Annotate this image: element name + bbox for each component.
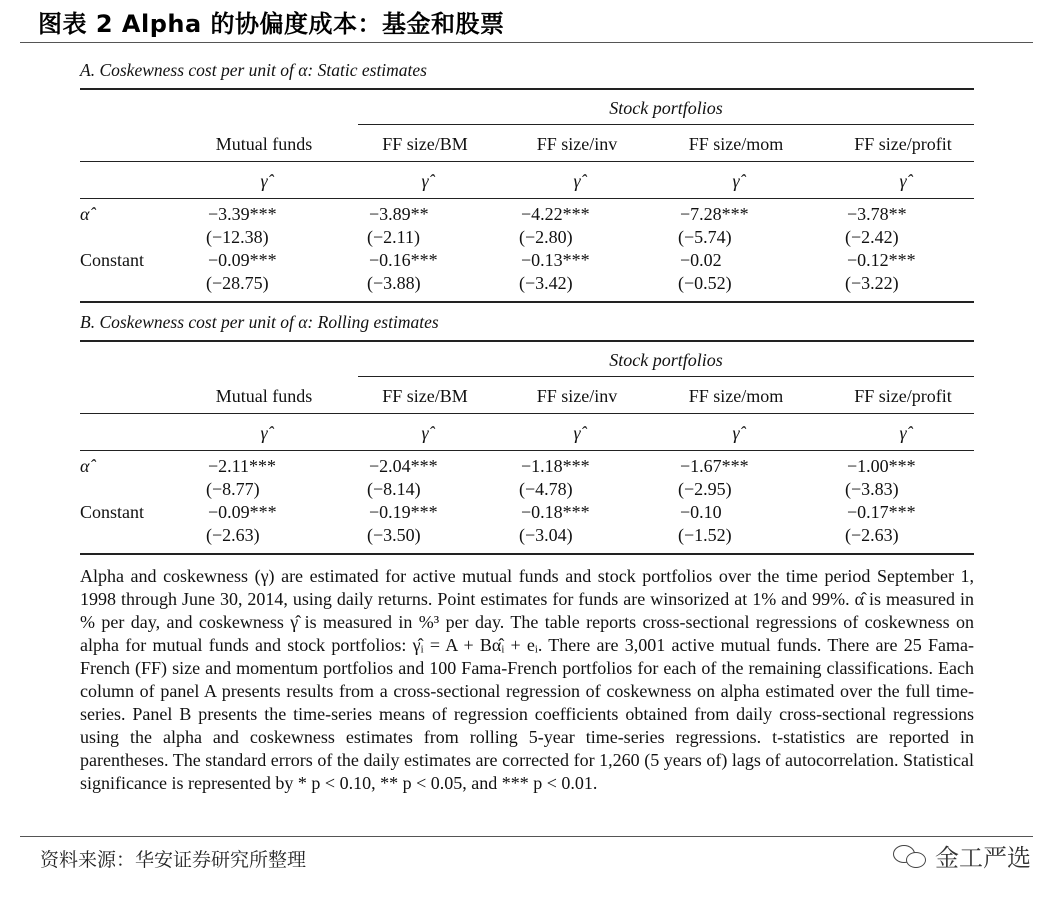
group-rule	[358, 124, 974, 125]
row-label: Constant	[80, 502, 145, 522]
table-top-rule	[80, 88, 974, 90]
gamma-header: γ̂	[573, 171, 581, 191]
source-text: 资料来源：华安证券研究所整理	[40, 849, 307, 871]
table-note	[80, 565, 974, 795]
body-top-rule	[80, 198, 974, 199]
gamma-header: γ̂	[260, 423, 268, 443]
table-cell-tstat: (−4.78)	[519, 479, 573, 499]
gamma-header: γ̂	[573, 423, 581, 443]
table-cell-tstat: (−2.95)	[678, 479, 732, 499]
table-cell-coef: −0.18***	[521, 502, 590, 522]
table-cell-coef: −1.00***	[847, 456, 916, 476]
group-header: Stock portfolios	[609, 350, 723, 370]
table-cell-coef: −2.11***	[208, 456, 276, 476]
table-cell-tstat: (−0.52)	[678, 273, 732, 293]
table-cell-tstat: (−2.63)	[206, 525, 260, 545]
gamma-header: γ̂	[899, 423, 907, 443]
table-cell-coef: −0.13***	[521, 250, 590, 270]
gamma-header: γ̂	[732, 171, 740, 191]
table-cell-coef: −0.02	[680, 250, 722, 270]
header-rule	[80, 161, 974, 162]
table-cell-coef: −0.09***	[208, 502, 277, 522]
table-cell-tstat: (−3.42)	[519, 273, 573, 293]
gamma-header: γ̂	[899, 171, 907, 191]
column-header: Mutual funds	[215, 386, 313, 406]
row-label: α̂	[80, 204, 90, 224]
table-top-rule	[80, 340, 974, 342]
table-cell-coef: −0.09***	[208, 250, 277, 270]
column-header: FF size/BM	[382, 386, 468, 406]
table-cell-coef: −0.12***	[847, 250, 916, 270]
table-cell-coef: −1.67***	[680, 456, 749, 476]
table-bottom-rule	[80, 553, 974, 555]
gamma-header: γ̂	[732, 423, 740, 443]
footer-divider	[20, 836, 1033, 837]
table-cell-tstat: (−3.88)	[367, 273, 421, 293]
table-cell-coef: −1.18***	[521, 456, 590, 476]
table-cell-tstat: (−3.22)	[845, 273, 899, 293]
watermark-text: 金工严选	[935, 844, 1031, 872]
table-cell-coef: −3.39***	[208, 204, 277, 224]
table-cell-coef: −0.17***	[847, 502, 916, 522]
column-header: FF size/BM	[382, 134, 468, 154]
gamma-header: γ̂	[421, 423, 429, 443]
row-label: α̂	[80, 456, 90, 476]
column-header: Mutual funds	[215, 134, 313, 154]
table-cell-coef: −7.28***	[680, 204, 749, 224]
panel-title: A. Coskewness cost per unit of α: Static estimates	[80, 60, 427, 80]
column-header: FF size/profit	[854, 386, 952, 406]
gamma-header: γ̂	[260, 171, 268, 191]
table-cell-coef: −3.89**	[369, 204, 429, 224]
table-cell-coef: −3.78**	[847, 204, 907, 224]
table-cell-tstat: (−8.77)	[206, 479, 260, 499]
table-cell-tstat: (−2.11)	[367, 227, 420, 247]
header-rule	[80, 413, 974, 414]
table-cell-tstat: (−8.14)	[367, 479, 421, 499]
table-cell-tstat: (−2.42)	[845, 227, 899, 247]
table-cell-coef: −4.22***	[521, 204, 590, 224]
column-header: FF size/mom	[688, 386, 784, 406]
table-cell-coef: −0.10	[680, 502, 722, 522]
gamma-header: γ̂	[421, 171, 429, 191]
table-bottom-rule	[80, 301, 974, 303]
table-cell-coef: −2.04***	[369, 456, 438, 476]
table-cell-tstat: (−1.52)	[678, 525, 732, 545]
column-header: FF size/profit	[854, 134, 952, 154]
table-cell-tstat: (−3.04)	[519, 525, 573, 545]
group-header: Stock portfolios	[609, 98, 723, 118]
table-cell-tstat: (−5.74)	[678, 227, 732, 247]
table-cell-tstat: (−3.83)	[845, 479, 899, 499]
note-text: Alpha and coskewness (γ) are estimated for active mutual funds and stock portfolios over the time period September 1, 1998 through June 30, 2014, using daily returns. Point estimates for funds are winsorized at 1% and 99%. α̂ is measured in % per day, and coskewness γ̂ is measured in %³ per day. The table reports cross-sectional regressions of coskewness on alpha for mutual funds and stock portfolios: γ̂ᵢ = A + Bα̂ᵢ + eᵢ. There are 3,001 active mutual funds. There are 25 Fama-French (FF) size and momentum portfolios and 100 Fama-French portfolios for each of the remaining classifications. Each column of panel A presents results from a cross-sectional regression of coskewness on alpha estimated over the full time-series. Panel B presents the time-series means of regression coefficients obtained from daily cross-sectional regressions using the alpha and coskewness estimates from rolling 5-year time-series regressions. t-statistics are reported in parentheses. The standard errors of the daily estimates are corrected for 1,260 (5 years of) lags of autocorrelation. Statistical significance is represented by * p < 0.10, ** p < 0.05, and *** p < 0.01.	[80, 566, 974, 793]
header-divider	[20, 42, 1033, 43]
table-cell-tstat: (−3.50)	[367, 525, 421, 545]
watermark	[893, 838, 1031, 873]
table-cell-coef: −0.19***	[369, 502, 438, 522]
figure-title: 图表 2 Alpha 的协偏度成本：基金和股票	[38, 10, 505, 38]
body-top-rule	[80, 450, 974, 451]
column-header: FF size/inv	[536, 386, 618, 406]
column-header: FF size/inv	[536, 134, 618, 154]
table-cell-tstat: (−12.38)	[206, 227, 269, 247]
table-cell-tstat: (−28.75)	[206, 273, 269, 293]
group-rule	[358, 376, 974, 377]
panel-title: B. Coskewness cost per unit of α: Rolling estimates	[80, 312, 439, 332]
column-header: FF size/mom	[688, 134, 784, 154]
table-cell-coef: −0.16***	[369, 250, 438, 270]
row-label: Constant	[80, 250, 145, 270]
table-cell-tstat: (−2.63)	[845, 525, 899, 545]
wechat-icon	[893, 843, 927, 869]
table-cell-tstat: (−2.80)	[519, 227, 573, 247]
